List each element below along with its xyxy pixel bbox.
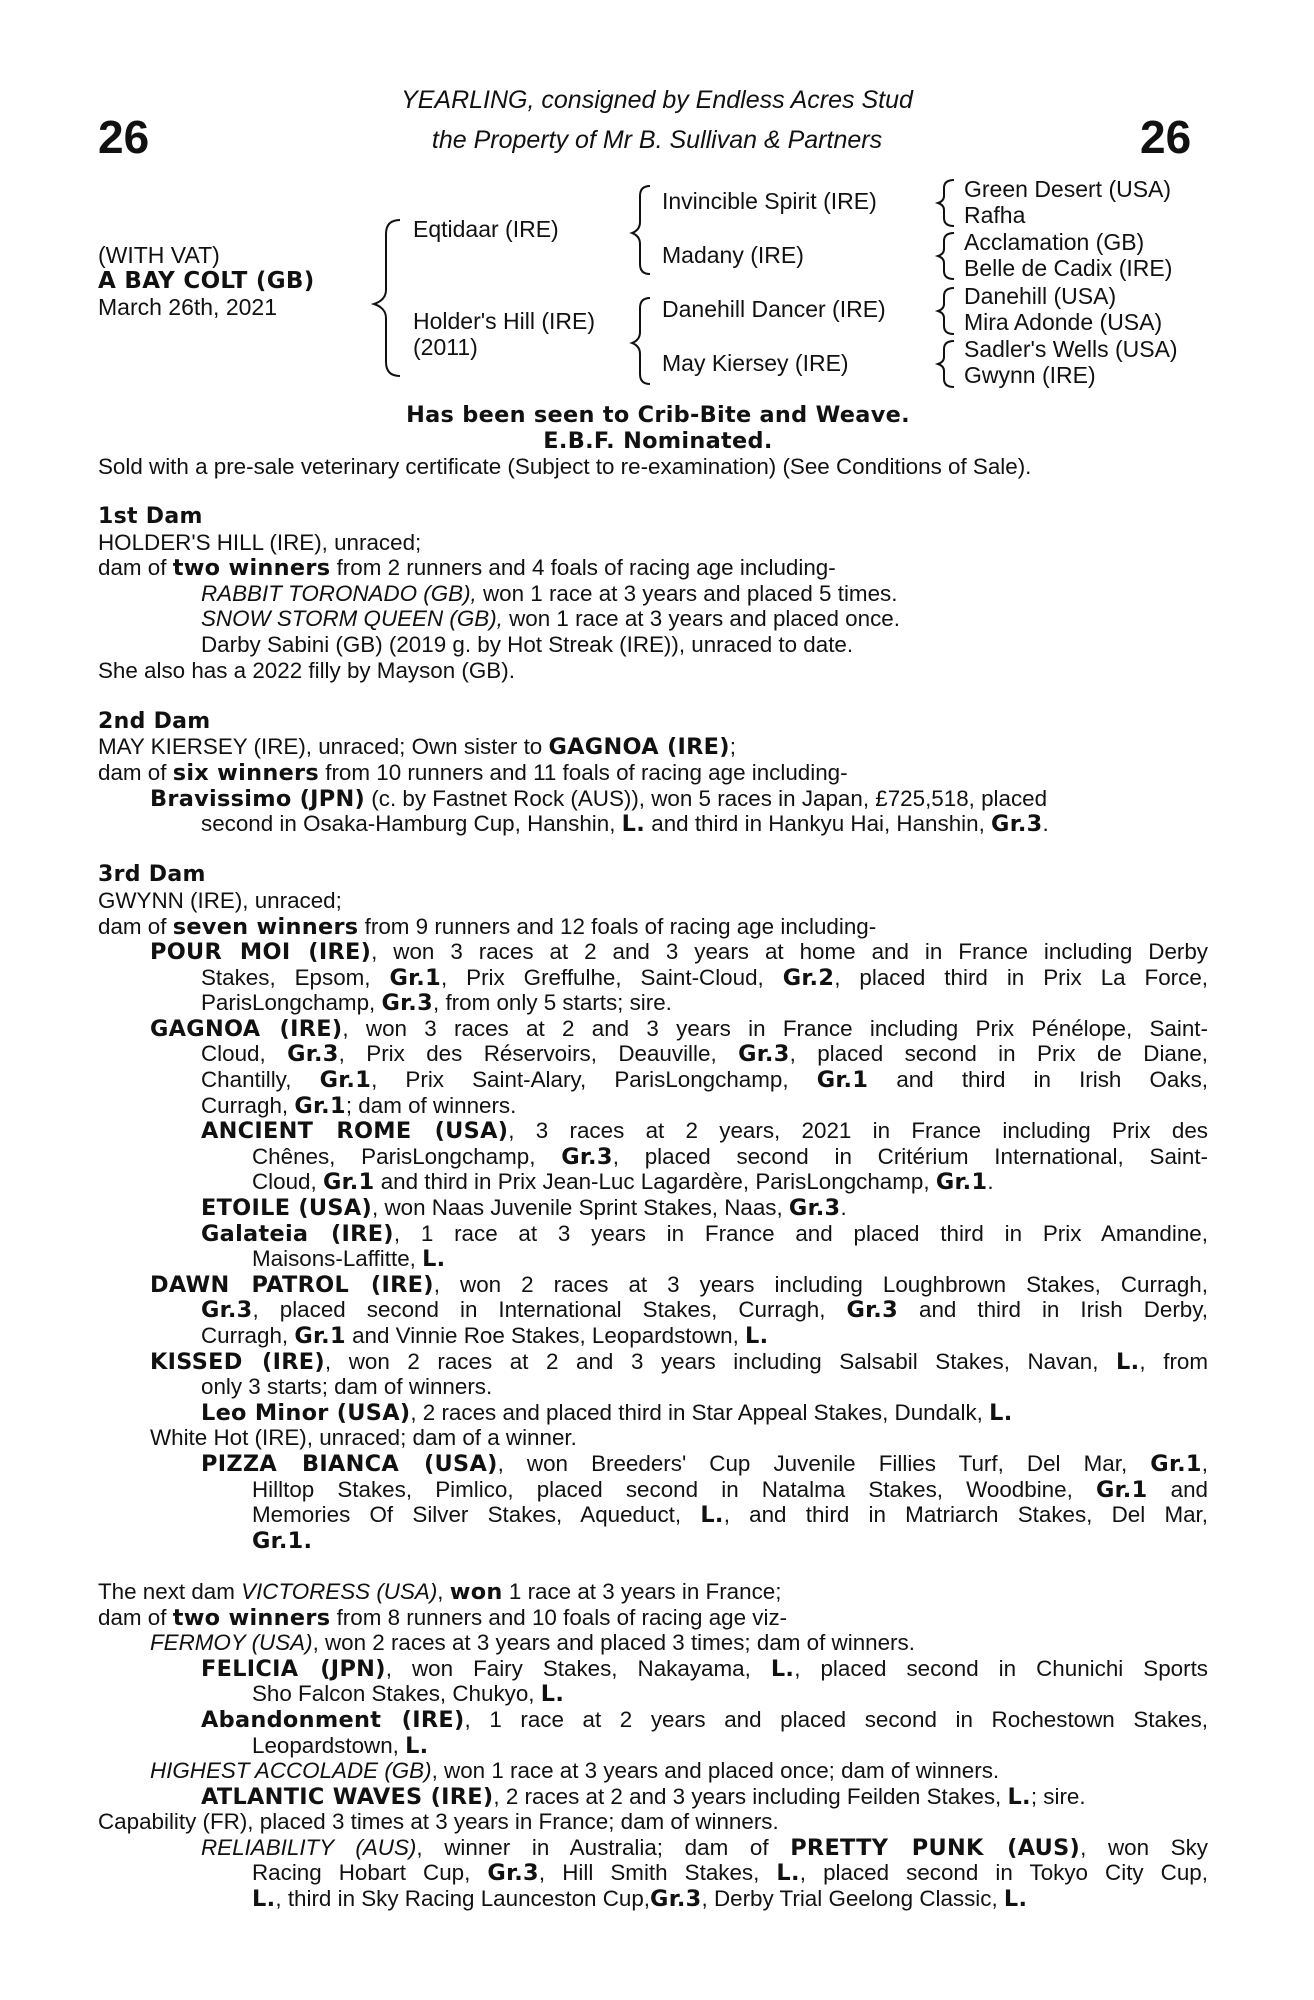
produce-snow-storm-queen — [98, 606, 1208, 632]
text-run: dam of — [98, 555, 173, 581]
next-dam-produce — [98, 1605, 1208, 1631]
text-run: Abandonment (IRE) — [201, 1706, 465, 1733]
text-run: two winners — [172, 555, 331, 582]
text-run: , won Breeders' Cup Juvenile Fillies Turf, Del Mar, — [497, 1450, 1151, 1476]
text-run: , Derby Trial Geelong Classic, — [701, 1886, 1004, 1912]
text-run: L. — [1003, 1886, 1028, 1913]
text-run: Leopardstown, — [252, 1732, 406, 1758]
lot-number-left: 26 — [98, 111, 150, 163]
text-run: GAGNOA (IRE) — [150, 1015, 343, 1042]
text-run: (c. by Fastnet Rock (AUS)), won 5 races in Japan, £725,518, placed — [365, 785, 1048, 811]
first-dam-heading: 1st Dam — [98, 504, 203, 529]
text-run: , 1 race at 2 years and placed second in Rochestown Stakes, — [464, 1706, 1209, 1732]
produce-capability: Capability (FR), placed 3 times at 3 years in France; dam of winners. — [98, 1809, 779, 1835]
text-run: and — [1147, 1476, 1208, 1502]
granddam-maternal: May Kiersey (IRE) — [662, 350, 849, 376]
text-run: L. — [700, 1502, 724, 1529]
text-run: , third in Sky Racing Launceston Cup, — [275, 1886, 651, 1912]
produce-pizza-bianca-2 — [98, 1477, 1208, 1503]
text-run: L. — [252, 1886, 276, 1913]
text-run: GAGNOA (IRE) — [548, 734, 730, 761]
produce-pour-moi-2 — [98, 965, 1208, 991]
text-run: L. — [776, 1860, 800, 1887]
text-run: and third in Hankyu Hai, Hanshin, — [645, 811, 992, 837]
second-dam-line — [98, 734, 1208, 760]
produce-ancient-rome-2 — [98, 1144, 1208, 1170]
produce-dawn-patrol-3 — [98, 1323, 1208, 1349]
text-run: ANCIENT ROME (USA) — [201, 1118, 509, 1145]
produce-dawn-patrol — [98, 1272, 1208, 1298]
horse-name: A BAY COLT (GB) — [98, 268, 315, 294]
dam-year: (2011) — [413, 334, 478, 360]
produce-pizza-bianca — [98, 1451, 1208, 1477]
text-run: , 2 races and placed third in Star Appeal Stakes, Dundalk, — [410, 1399, 990, 1425]
text-run: Gr.3 — [650, 1886, 702, 1913]
text-run: L. — [621, 811, 646, 838]
header-property: the Property of Mr B. Sullivan & Partners — [431, 126, 883, 154]
produce-pizza-bianca-4 — [98, 1528, 1208, 1554]
produce-etoile — [98, 1195, 1208, 1221]
text-run: , won Naas Juvenile Sprint Stakes, Naas, — [372, 1195, 789, 1221]
ggs-3: Danehill (USA) — [964, 283, 1117, 309]
text-run: SNOW STORM QUEEN (GB), — [201, 606, 503, 632]
produce-reliability-2 — [98, 1860, 1208, 1886]
produce-abandonment-2 — [98, 1733, 1208, 1759]
text-run: Bravissimo (JPN) — [150, 785, 366, 812]
text-run: Gr.1 — [935, 1169, 988, 1196]
text-run: Galateia (IRE) — [201, 1220, 394, 1247]
produce-darby-sabini: Darby Sabini (GB) (2019 g. by Hot Streak (IRE)), unraced to date. — [201, 631, 854, 657]
second-dam-heading: 2nd Dam — [98, 708, 211, 734]
text-run: FERMOY (USA) — [150, 1630, 313, 1656]
produce-felicia — [98, 1656, 1208, 1682]
ggs-4: Sadler's Wells (USA) — [964, 336, 1178, 362]
text-run: FELICIA (JPN) — [201, 1655, 386, 1682]
first-dam-produce — [98, 555, 1208, 581]
ggd-4: Gwynn (IRE) — [964, 362, 1096, 388]
text-run: , Prix Saint-Alary, ParisLongchamp, — [371, 1067, 817, 1093]
grandsire-maternal: Danehill Dancer (IRE) — [662, 296, 886, 322]
text-run: , placed second in Critérium International, Saint- — [612, 1143, 1208, 1169]
text-run: Curragh, — [201, 1323, 295, 1348]
text-run: , winner in Australia; dam of — [416, 1834, 791, 1860]
text-run: Gr.3 — [991, 811, 1043, 838]
text-run: L. — [540, 1681, 565, 1708]
text-run: Gr.3 — [381, 990, 433, 1017]
text-run: 1 race at 3 years in France; — [502, 1578, 782, 1604]
text-run: POUR MOI (IRE) — [150, 939, 372, 966]
ggd-3: Mira Adonde (USA) — [964, 309, 1163, 335]
text-run: Gr.3 — [487, 1860, 539, 1887]
next-dam-line — [98, 1579, 1208, 1605]
produce-pizza-bianca-3 — [98, 1502, 1208, 1528]
text-run: Gr.1 — [294, 1323, 346, 1349]
text-run: , won 3 races at 2 and 3 years at home and in France including Derby — [371, 939, 1209, 965]
text-run: RELIABILITY (AUS) — [201, 1834, 417, 1860]
text-run: L. — [1007, 1783, 1031, 1810]
text-run: ETOILE (USA) — [201, 1195, 372, 1222]
third-dam-produce — [98, 914, 1208, 940]
text-run: Gr.1 — [816, 1067, 869, 1094]
granddam-paternal: Madany (IRE) — [662, 242, 804, 268]
ebf-note: E.B.F. Nominated. — [543, 427, 773, 454]
text-run: ParisLongchamp, — [201, 990, 382, 1016]
text-run: , placed second in Tokyo City Cup, — [799, 1860, 1208, 1886]
sale-notes — [98, 403, 1218, 480]
text-run: and third in Irish Oaks, — [868, 1067, 1208, 1093]
produce-galateia-2 — [98, 1246, 1208, 1272]
text-run: Leo Minor (USA) — [201, 1399, 411, 1426]
text-run: second in Osaka-Hamburg Cup, Hanshin, — [201, 811, 622, 837]
produce-kissed-2: only 3 starts; dam of winners. — [201, 1374, 493, 1400]
text-run: Sho Falcon Stakes, Chukyo, — [252, 1681, 541, 1707]
ggd-1: Rafha — [964, 202, 1026, 228]
vet-note: Sold with a pre-sale veterinary certificate (Subject to re-examination) (See Conditions of Sale). — [98, 454, 1032, 480]
text-run: Cloud, — [252, 1169, 323, 1195]
text-run: dam of — [98, 913, 173, 939]
grandsire-paternal: Invincible Spirit (IRE) — [662, 188, 877, 214]
produce-fermoy — [98, 1630, 1208, 1656]
text-run: , Prix Greffulhe, Saint-Cloud, — [441, 964, 783, 990]
text-run: , won Fairy Stakes, Nakayama, — [385, 1655, 771, 1681]
text-run: HIGHEST ACCOLADE (GB) — [150, 1758, 432, 1784]
text-run: , 1 race at 3 years in France and placed third in Prix Amandine, — [393, 1220, 1208, 1246]
text-run: , from — [1139, 1348, 1209, 1374]
text-run: Gr.1 — [322, 1169, 375, 1196]
text-run: L. — [405, 1732, 429, 1759]
text-run: L. — [989, 1399, 1013, 1426]
text-run: dam of — [98, 759, 173, 785]
text-run: , — [1201, 1450, 1209, 1476]
text-run: Memories Of Silver Stakes, Aqueduct, — [252, 1502, 701, 1528]
produce-ancient-rome-3 — [98, 1169, 1208, 1195]
text-run: , from only 5 starts; sire. — [433, 990, 672, 1016]
produce-gagnoa — [98, 1016, 1208, 1042]
text-run: and Vinnie Roe Stakes, Leopardstown, — [345, 1323, 746, 1348]
text-run: L. — [745, 1323, 769, 1349]
produce-felicia-2 — [98, 1681, 1208, 1707]
third-dam-line: GWYNN (IRE), unraced; — [98, 887, 342, 913]
produce-ancient-rome — [98, 1118, 1208, 1144]
text-run: won 1 race at 3 years and placed once. — [502, 606, 900, 632]
text-run: MAY KIERSEY (IRE), unraced; Own sister to — [98, 734, 549, 760]
header-consignor: YEARLING, consigned by Endless Acres Stud — [401, 86, 913, 114]
vice-note: Has been seen to Crib-Bite and Weave. — [406, 402, 910, 428]
produce-kissed — [98, 1349, 1208, 1375]
text-run: two winners — [172, 1604, 331, 1631]
text-run: Curragh, — [201, 1092, 295, 1118]
text-run: , placed second in Prix de Diane, — [789, 1041, 1208, 1067]
text-run: , — [437, 1578, 450, 1604]
text-run: ; sire. — [1030, 1783, 1086, 1809]
text-run: six winners — [172, 759, 320, 786]
text-run: L. — [770, 1655, 795, 1682]
ggd-2: Belle de Cadix (IRE) — [964, 255, 1173, 281]
produce-reliability-3 — [98, 1886, 1208, 1912]
produce-reliability — [98, 1835, 1208, 1861]
text-run: , Hill Smith Stakes, — [538, 1860, 777, 1886]
text-run: Hilltop Stakes, Pimlico, placed second in Natalma Stakes, Woodbine, — [252, 1476, 1096, 1502]
text-run: , 2 races at 2 and 3 years including Feilden Stakes, — [493, 1783, 1008, 1809]
text-run: Gr.3 — [738, 1041, 790, 1068]
text-run: won — [449, 1578, 503, 1605]
text-run: Cloud, — [201, 1041, 288, 1067]
text-run: , placed third in Prix La Force, — [834, 964, 1209, 990]
text-run: from 2 runners and 4 foals of racing age including- — [330, 555, 836, 581]
text-run: and third in Prix Jean-Luc Lagardère, ParisLongchamp, — [374, 1169, 936, 1195]
produce-gagnoa-3 — [98, 1067, 1208, 1093]
text-run: L. — [422, 1246, 446, 1273]
text-run: VICTORESS (USA) — [241, 1578, 438, 1604]
text-run: dam of — [98, 1604, 173, 1630]
produce-leo-minor — [98, 1400, 1208, 1426]
text-run: Gr.1 — [294, 1092, 346, 1119]
text-run: , won 2 races at 2 and 3 years including Salsabil Stakes, Navan, — [324, 1348, 1117, 1374]
text-run: , placed second in Chunichi Sports — [794, 1655, 1208, 1681]
text-run: , placed second in International Stakes, Curragh, — [252, 1297, 847, 1323]
dam-name: Holder's Hill (IRE) — [413, 308, 596, 334]
text-run: The next dam — [98, 1578, 242, 1604]
sire-name: Eqtidaar (IRE) — [413, 216, 559, 242]
text-run: KISSED (IRE) — [150, 1348, 325, 1375]
text-run: won 1 race at 3 years and placed 5 times. — [476, 580, 898, 606]
text-run: L. — [1116, 1348, 1140, 1375]
text-run: Gr.3 — [287, 1041, 339, 1068]
produce-white-hot: White Hot (IRE), unraced; dam of a winner. — [150, 1425, 577, 1451]
text-run: Gr.1 — [389, 964, 441, 991]
text-run: , won 2 races at 3 years including Loughbrown Stakes, Curragh, — [433, 1271, 1208, 1297]
text-run: , Prix des Réservoirs, Deauville, — [338, 1041, 739, 1067]
text-run: ATLANTIC WAVES (IRE) — [201, 1783, 494, 1810]
produce-gagnoa-4 — [98, 1093, 1208, 1119]
first-dam-line: HOLDER'S HILL (IRE), unraced; — [98, 529, 422, 555]
produce-gagnoa-2 — [98, 1041, 1208, 1067]
text-run: PRETTY PUNK (AUS) — [790, 1834, 1081, 1861]
text-run: Gr.3 — [846, 1297, 898, 1324]
text-run: from 9 runners and 12 foals of racing age including- — [358, 913, 877, 939]
text-run: . — [1042, 811, 1049, 837]
produce-galateia — [98, 1221, 1208, 1247]
first-dam-filly: She also has a 2022 filly by Mayson (GB). — [98, 657, 515, 683]
produce-abandonment — [98, 1707, 1208, 1733]
text-run: , won Sky — [1080, 1834, 1208, 1860]
second-dam-produce — [98, 760, 1208, 786]
ggs-1: Green Desert (USA) — [964, 176, 1172, 202]
text-run: , won 3 races at 2 and 3 years in France including Prix Pénélope, Saint- — [342, 1015, 1208, 1041]
text-run: , 3 races at 2 years, 2021 in France including Prix des — [508, 1118, 1209, 1144]
produce-pour-moi-3 — [98, 990, 1208, 1016]
produce-dawn-patrol-2 — [98, 1297, 1208, 1323]
lot-number-right: 26 — [1140, 111, 1192, 163]
text-run: seven winners — [172, 913, 359, 940]
produce-bravissimo — [98, 786, 1208, 812]
produce-rabbit-toronado — [98, 581, 1208, 607]
text-run: ; dam of winners. — [345, 1092, 517, 1118]
text-run: , won 1 race at 3 years and placed once; dam of winners. — [431, 1758, 1000, 1784]
text-run: Gr.2 — [782, 964, 835, 991]
text-run: from 10 runners and 11 foals of racing age including- — [319, 759, 848, 785]
text-run: . — [987, 1169, 994, 1195]
third-dam-heading: 3rd Dam — [98, 862, 206, 888]
text-run: Chênes, ParisLongchamp, — [252, 1143, 562, 1169]
produce-pour-moi — [98, 939, 1208, 965]
text-run: , won 2 races at 3 years and placed 3 times; dam of winners. — [312, 1630, 915, 1656]
text-run: DAWN PATROL (IRE) — [150, 1271, 434, 1298]
text-run: PIZZA BIANCA (USA) — [201, 1450, 498, 1477]
text-run: Racing Hobart Cup, — [252, 1860, 488, 1886]
text-run: from 8 runners and 10 foals of racing age viz- — [330, 1604, 788, 1630]
text-run: Gr.1 — [1150, 1450, 1202, 1477]
text-run: ; — [729, 734, 737, 760]
text-run: Gr.3 — [561, 1143, 613, 1170]
text-run: Gr.1 — [319, 1067, 372, 1094]
text-run: , and third in Matriarch Stakes, Del Mar, — [723, 1502, 1208, 1528]
produce-atlantic-waves — [98, 1784, 1208, 1810]
text-run: RABBIT TORONADO (GB), — [201, 580, 477, 606]
produce-bravissimo-cont — [98, 811, 1208, 837]
ggs-2: Acclamation (GB) — [964, 229, 1145, 255]
text-run: . — [840, 1195, 847, 1221]
catalogue-body — [98, 504, 1208, 1912]
text-run: Gr.1. — [252, 1527, 313, 1554]
text-run: Stakes, Epsom, — [201, 964, 390, 990]
produce-highest-accolade — [98, 1758, 1208, 1784]
text-run: Gr.3 — [788, 1195, 841, 1222]
text-run: Maisons-Laffitte, — [252, 1246, 423, 1272]
text-run: Gr.3 — [201, 1297, 253, 1324]
text-run: Gr.1 — [1095, 1476, 1148, 1503]
text-run: and third in Irish Derby, — [898, 1297, 1209, 1323]
text-run: Chantilly, — [201, 1067, 320, 1093]
foaling-date: March 26th, 2021 — [98, 294, 278, 320]
vat-note: (WITH VAT) — [98, 242, 220, 268]
